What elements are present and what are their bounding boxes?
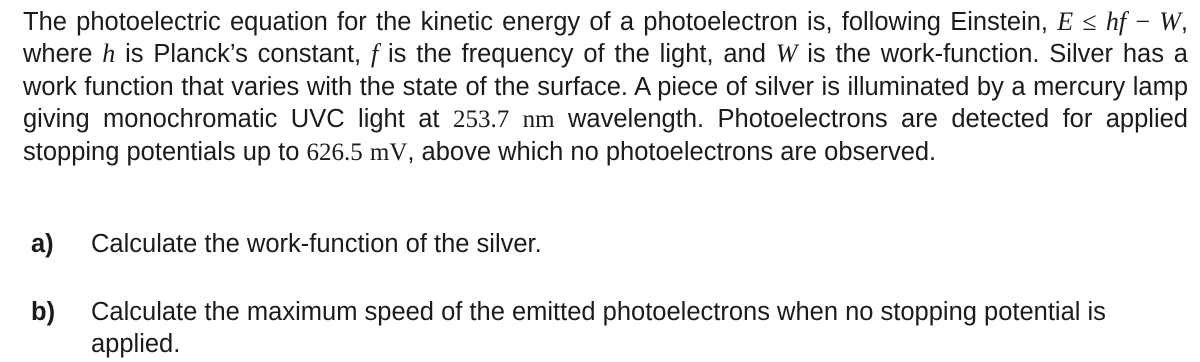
intro-text-6: wavelength. Photoelectrons are detected for applied stopping potentials up to	[23, 104, 1188, 167]
intro-text-4: is the frequency of the light, and	[378, 40, 776, 69]
intro-text-2: , where	[23, 8, 1189, 69]
problem-document	[23, 6, 1189, 359]
symbol-leq: ≤	[1082, 7, 1097, 36]
symbol-h: h	[1105, 7, 1119, 36]
symbol-f: f	[1118, 7, 1127, 36]
potential-value: 626.5	[306, 139, 363, 167]
symbol-minus: −	[1135, 7, 1151, 36]
intro-text-3: is Planck’s constant,	[115, 40, 371, 69]
problem-intro-paragraph	[23, 6, 1188, 169]
symbol-E: E	[1057, 7, 1074, 36]
potential-unit: mV	[369, 139, 408, 167]
part-b-text: Calculate the maximum speed of the emitted photoelectrons when no stopping potential is applied.	[91, 298, 1106, 359]
symbol-f-2: f	[370, 39, 379, 69]
symbol-h-2: h	[102, 39, 116, 69]
symbol-W: W	[1159, 7, 1181, 36]
intro-text-5: is the work-function. Silver has a work function that varies with the state of the surface. A piece of silver is illuminated by a mercury lamp giving monochromatic UVC light at	[23, 40, 1188, 133]
intro-text-7: , above which no photoelectrons are observed.	[407, 138, 937, 167]
wavelength-unit: nm	[522, 105, 555, 133]
part-a-text: Calculate the work-function of the silver.	[91, 230, 542, 258]
question-part-b	[23, 296, 1188, 361]
wavelength-value: 253.7	[452, 105, 510, 133]
intro-text-1: The photoelectric equation for the kinetic energy of a photoelectron is, following Einstein,	[23, 8, 1058, 36]
part-b-marker: b)	[31, 298, 56, 326]
part-a-marker: a)	[31, 230, 54, 258]
question-part-a	[23, 228, 1188, 260]
symbol-W-2: W	[775, 39, 798, 69]
